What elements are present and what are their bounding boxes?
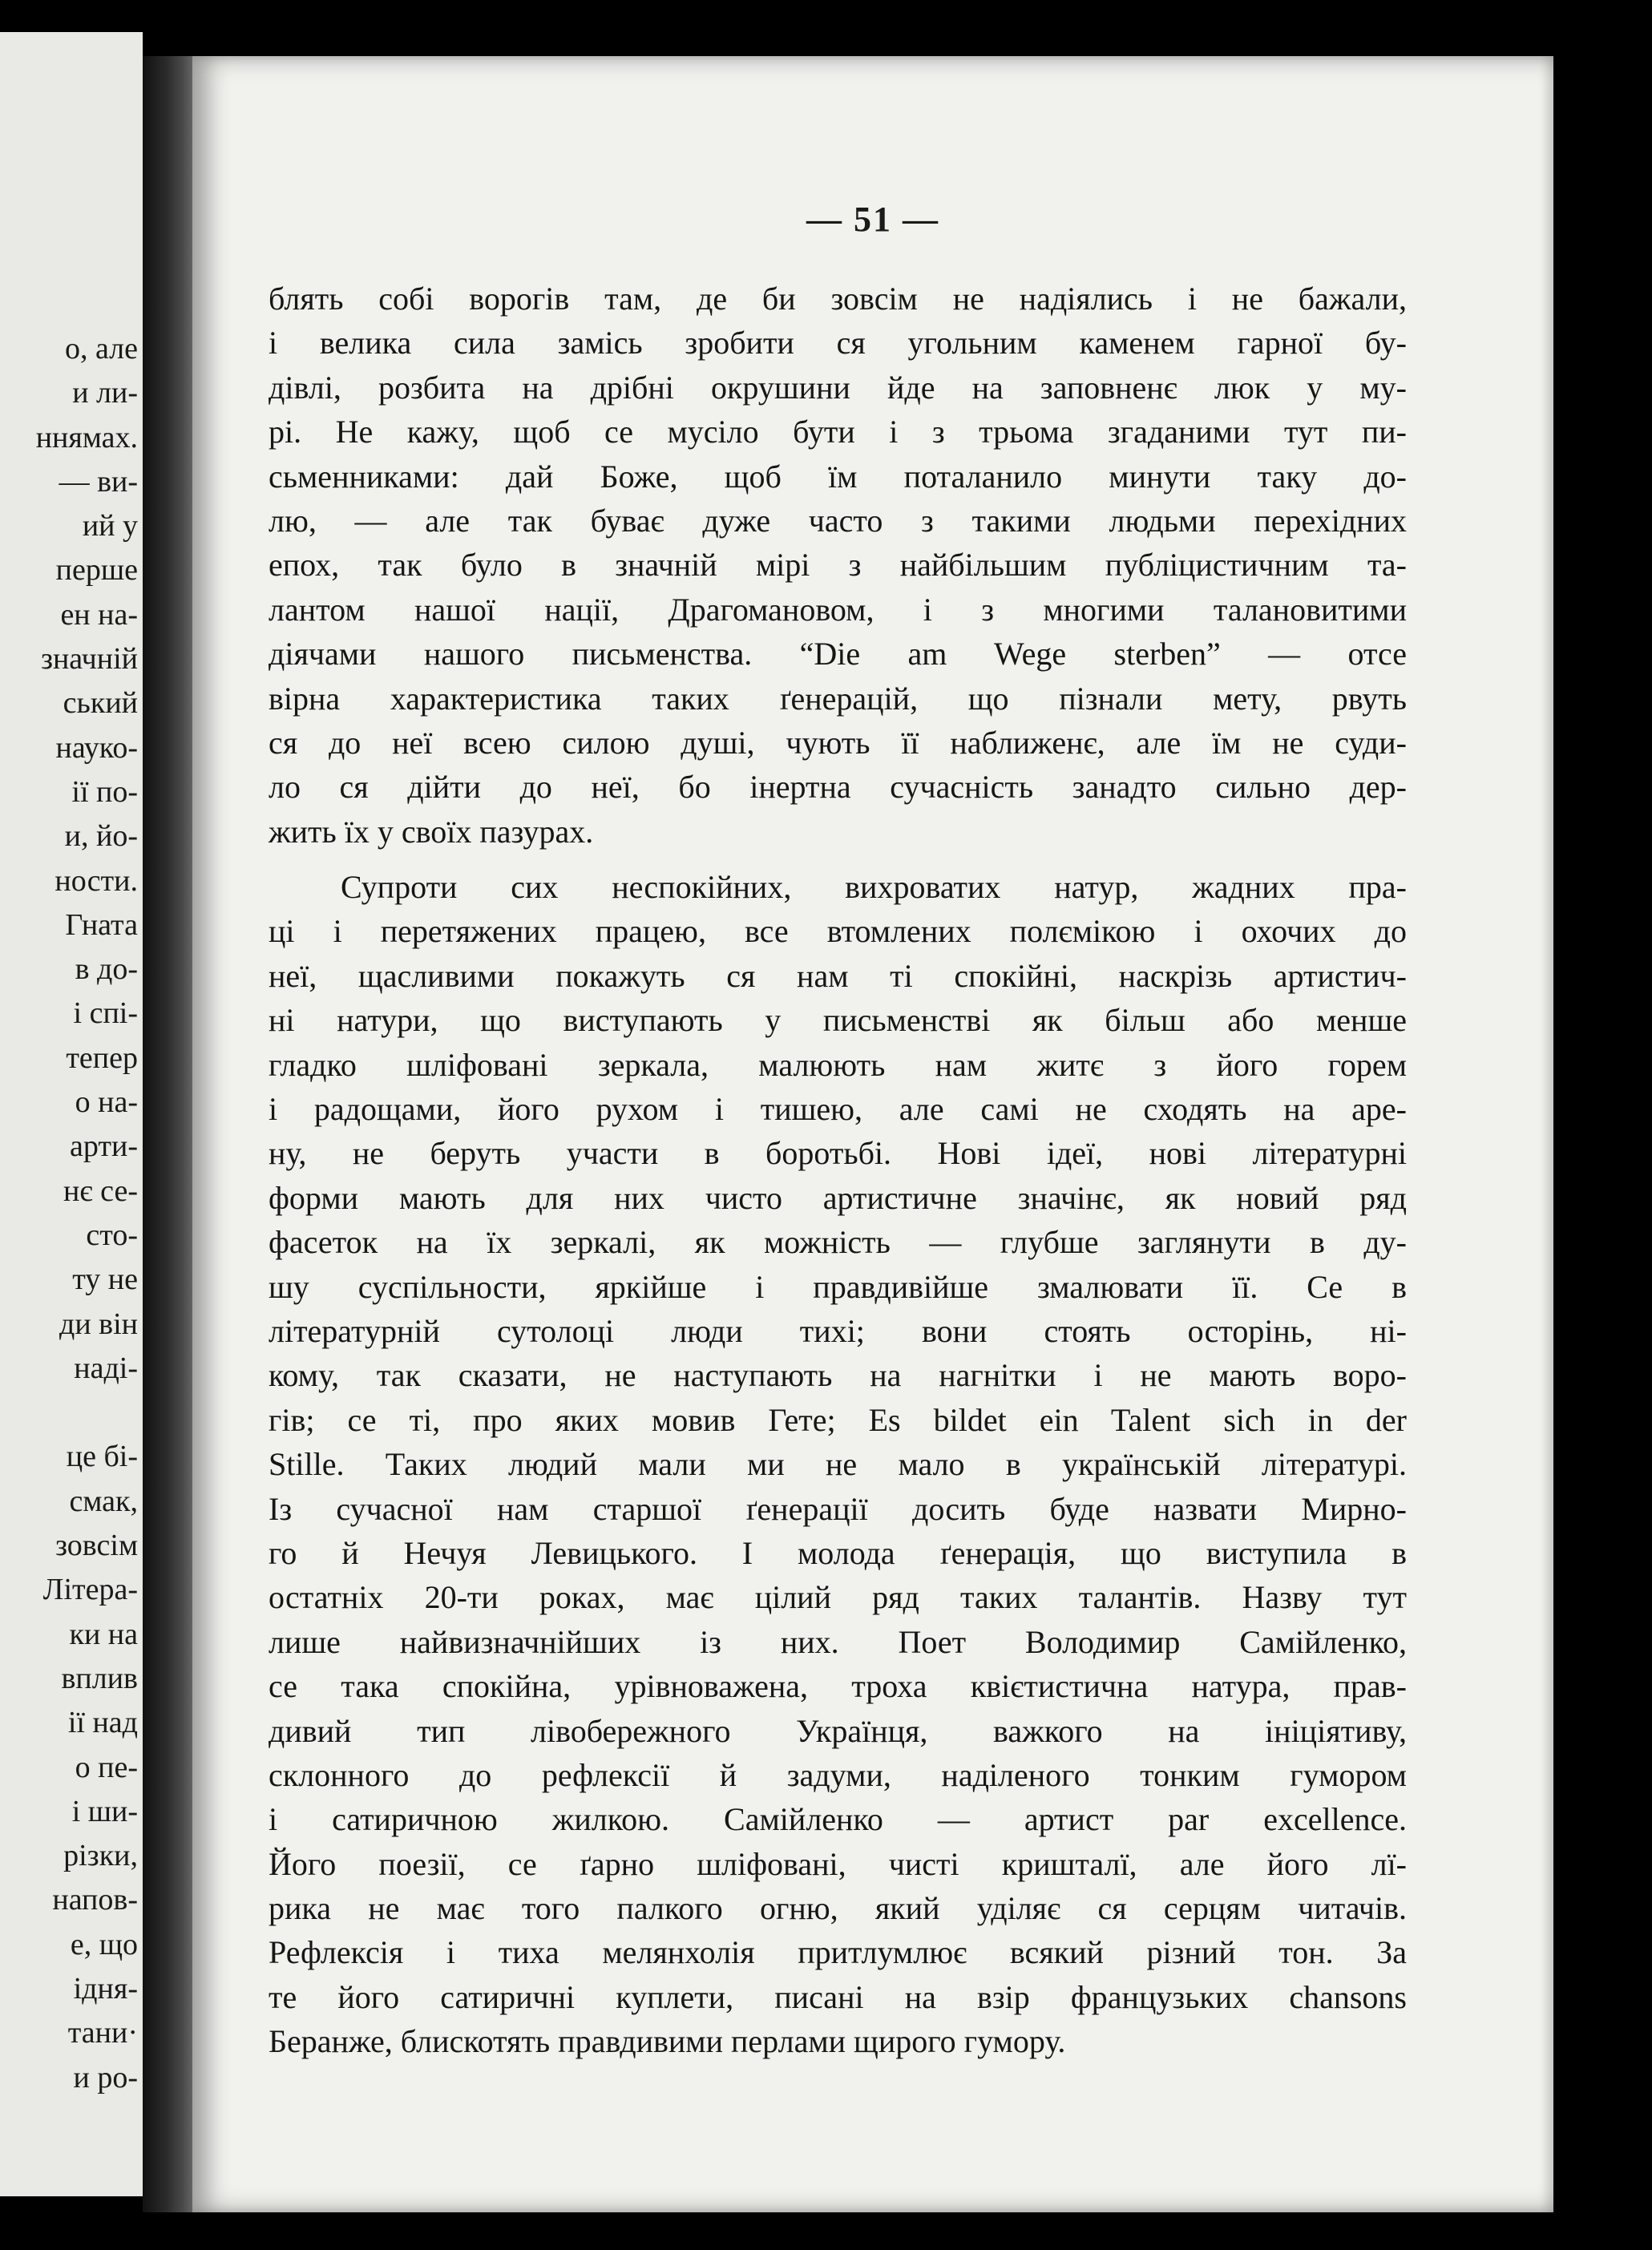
left-page-line: перше xyxy=(55,553,138,588)
left-page-line: ту не xyxy=(72,1262,138,1297)
left-page-line: нє се- xyxy=(63,1173,138,1208)
text-line: шу суспільности, яркійше і правдивійше змалювати її. Се в xyxy=(269,1268,1407,1305)
text-line: ся до неї всею силою душі, чують її наближенє, але їм не суди- xyxy=(269,724,1407,761)
text-line: Супроти сих неспокійних, вихроватих натур, жадних пра- xyxy=(341,869,1407,906)
text-line: дівлі, розбита на дрібні окрушини йде на заповненє люк у му- xyxy=(269,369,1407,406)
text-line: Його поезії, се ґарно шліфовані, чисті кришталї, але його лї- xyxy=(269,1845,1407,1882)
left-page-line: тани· xyxy=(67,2016,138,2050)
left-page-line: сто- xyxy=(86,1218,138,1252)
text-line: склонного до рефлексії й задуми, наділеного тонким гумором xyxy=(269,1756,1407,1793)
left-page-line: ідня- xyxy=(73,1971,138,2006)
left-page-line: е, що xyxy=(70,1927,138,1961)
left-page-line: ннямах. xyxy=(35,420,138,454)
left-page-line: смак, xyxy=(69,1484,138,1518)
text-line: ло ся дійти до неї, бо інертна сучасність занадто сильно дер- xyxy=(269,769,1407,806)
left-page-line: ії над xyxy=(67,1706,138,1740)
text-line: і велика сила замісь зробити ся угольним каменем гарної бу- xyxy=(269,325,1407,362)
paragraph-1 xyxy=(269,277,1407,854)
text-line: те його сатиричні куплети, писані на взір французьких chansons xyxy=(269,1978,1407,2015)
left-page-line: різки, xyxy=(63,1839,138,1873)
text-line: кому, так сказати, не наступають на нагнітки і не мають воро- xyxy=(269,1357,1407,1394)
left-page-text-fragments xyxy=(36,327,138,2100)
text-line: і сатиричною жилкою. Самійленко — артист par excellence. xyxy=(269,1801,1407,1838)
left-page-line: Гната xyxy=(65,907,138,942)
left-page-line: тепер xyxy=(66,1040,138,1075)
left-page-line: о, але xyxy=(64,332,138,366)
text-line: лантом нашої нації, Драгомановом, і з многими талановитими xyxy=(269,591,1407,628)
page-number: — 51 — xyxy=(806,200,939,239)
left-page-line: і ши- xyxy=(71,1794,138,1828)
left-page-line: ности. xyxy=(55,863,138,898)
left-page-line: в до- xyxy=(75,952,138,987)
text-line: лише найвизначнійших із них. Поет Володимир Самійленко, xyxy=(269,1623,1407,1660)
left-page-line: значній xyxy=(40,642,138,677)
text-line: Беранже, блискотять правдивими перлами щирого гумору. xyxy=(269,2023,1066,2060)
text-line: рика не має того палкого огню, який уділяє ся серцям читачів. xyxy=(269,1890,1407,1927)
page-body-text xyxy=(269,277,1407,2064)
left-page-line: о на- xyxy=(75,1085,138,1120)
text-line: і радощами, його рухом і тишею, але самі не сходять на аре- xyxy=(269,1091,1407,1128)
left-page-line: вплив xyxy=(61,1661,138,1695)
text-line: форми мають для них чисто артистичне значінє, як новий ряд xyxy=(269,1179,1407,1216)
text-line: ні натури, що виступають у письменстві як більш або менше xyxy=(269,1002,1407,1039)
text-line: рі. Не кажу, щоб се мусіло бути і з трьома згаданими тут пи- xyxy=(269,414,1407,450)
left-page-line: зовсім xyxy=(55,1529,138,1563)
text-line: гів; се ті, про яких мовив Гете; Es bildet ein Talent sich in der xyxy=(269,1401,1407,1438)
left-page-edge xyxy=(0,32,143,2196)
text-line: ці і перетяжених працею, все втомлених полємікою і охочих до xyxy=(269,913,1407,950)
left-page-line: ки на xyxy=(69,1617,138,1651)
text-line: епох, так було в значній мірі з найбільшим публіцистичним та- xyxy=(269,547,1407,584)
text-line: вірна характеристика таких ґенерацій, що пізнали мету, рвуть xyxy=(269,680,1407,717)
paragraph-gap xyxy=(269,854,1407,865)
text-line: Stille. Таких людий мали ми не мало в українській літературі. xyxy=(269,1446,1407,1483)
text-line: Рефлексія і тиха мелянхолія притлумлює всякий різний тон. За xyxy=(269,1934,1407,1971)
left-page-line: ії по- xyxy=(71,774,138,809)
text-line: лю, — але так буває дуже часто з такими людьми перехідних xyxy=(269,502,1407,539)
left-page-line xyxy=(36,1391,138,1435)
left-page-line: арти- xyxy=(70,1129,138,1164)
text-line: неї, щасливими покажуть ся нам ті спокійні, наскрізь артистич- xyxy=(269,957,1407,994)
left-page-line: и ро- xyxy=(73,2060,138,2094)
left-page-line: ий у xyxy=(82,509,138,543)
text-line: се така спокійна, урівноважена, троха квієтистична натура, прав- xyxy=(269,1668,1407,1705)
text-line: ну, не беруть участи в боротьбі. Нові ідеї, нові літературні xyxy=(269,1135,1407,1172)
right-page xyxy=(192,56,1553,2212)
left-page-line: и, йо- xyxy=(64,819,138,854)
text-line: го й Нечуя Левицького. І молода ґенерація, що виступила в xyxy=(269,1534,1407,1571)
left-page-line: ський xyxy=(63,686,138,721)
text-line: Із сучасної нам старшої ґенерації досить буде назвати Мирно- xyxy=(269,1490,1407,1527)
text-line: остатніх 20-ти роках, має цілий ряд таких талантів. Назву тут xyxy=(269,1579,1407,1616)
text-line: сьменниками: дай Боже, щоб їм поталанило минути таку до- xyxy=(269,458,1407,495)
left-page-line: і спі- xyxy=(73,996,138,1031)
left-page-line: о пе- xyxy=(75,1750,138,1784)
left-page-line: напов- xyxy=(52,1883,138,1917)
left-page-line: науко- xyxy=(55,730,138,765)
text-line: літературній сутолоці люди тихі; вони стоять осторінь, ні- xyxy=(269,1312,1407,1349)
left-page-line: це бі- xyxy=(66,1440,138,1474)
left-page-line: — ви- xyxy=(59,464,138,499)
text-line: блять собі ворогів там, де би зовсім не надіялись і не бажали, xyxy=(269,281,1407,317)
text-line: фасеток на їх зеркалі, як можність — глубше заглянути в ду- xyxy=(269,1224,1407,1261)
left-page-line: Літера- xyxy=(42,1573,138,1607)
left-page-line: ди він xyxy=(59,1307,138,1341)
text-line: гладко шліфовані зеркала, малюють нам житє з його горем xyxy=(269,1046,1407,1083)
left-page-line: наді- xyxy=(74,1351,138,1385)
paragraph-2 xyxy=(269,865,1407,2064)
text-line: діячами нашого письменства. “Die am Wege sterben” — отсе xyxy=(269,636,1407,673)
text-line: дивий тип лівобережного Українця, важкого на ініціятиву, xyxy=(269,1712,1407,1749)
text-line: жить їх у своїх пазурах. xyxy=(269,813,594,850)
left-page-line: ен на- xyxy=(60,597,138,632)
left-page-line: и ли- xyxy=(72,376,138,410)
